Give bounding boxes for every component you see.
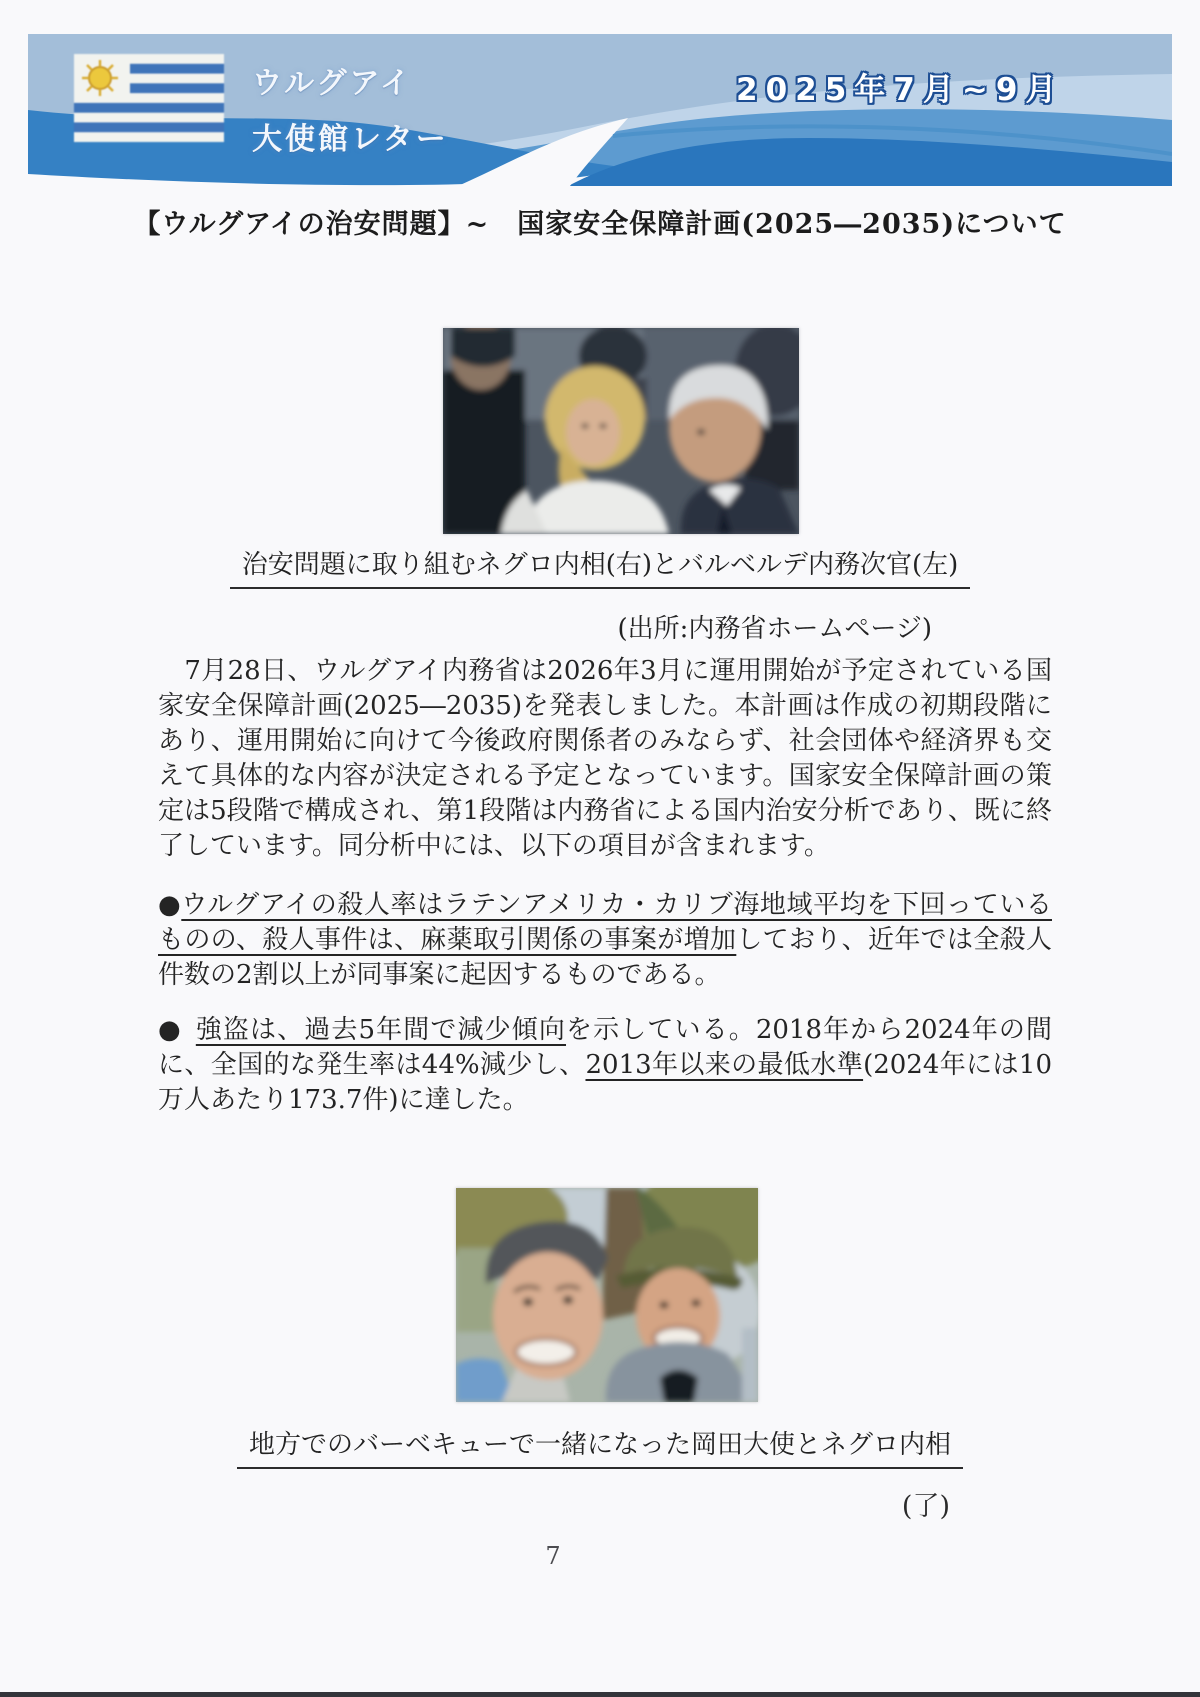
bullet2-underlined-text-2: 2013年以来の最低水準 <box>585 1050 864 1080</box>
bullet2-underlined-text-1: 強盗は、過去5年間で減少傾向 <box>195 1015 567 1045</box>
newsletter-title-line2: 大使館レター <box>252 122 449 157</box>
header-banner <box>28 34 1172 192</box>
sun-of-may-icon <box>82 60 118 96</box>
lead-paragraph: 7月28日、ウルグアイ内務省は2026年3月に運用開始が予定されている国家安全保障計画(2025―2035)を発表しました。本計画は作成の初期段階にあり、運用開始に向けて今後政府関係者のみならず、社会団体や経済界も交えて具体的な内容が決定される予定となっています。国家安全保障計画の策定は5段階で構成され、第1段階は内務省による国内治安分析であり、既に終了しています。同分析中には、以下の項目が含まれます。 <box>158 656 1052 861</box>
bullet2-middle-text: を示している。2018年から2024年の間に、全国的な発生率は44%減少し、 <box>158 1015 1053 1080</box>
bullet1-rest-text: しており、近年では全殺人件数の2割以上が同事案に起因するものである。 <box>158 925 1052 990</box>
bullet-marker: ● <box>158 890 182 920</box>
photo1-caption-text: 治安問題に取り組むネグロ内相(右)とバルベルデ内務次官(左) <box>230 544 971 589</box>
newsletter-period: 2025年7月~9月 <box>736 72 1065 108</box>
photo-ambassador-and-minister-barbecue <box>456 1188 758 1402</box>
bullet-item-robbery <box>158 1013 1052 1118</box>
article-heading: 【ウルグアイの治安問題】~ 国家安全保障計画(2025―2035)について <box>133 209 1067 240</box>
page-number: 7 <box>545 1542 561 1570</box>
uruguay-flag-icon <box>74 54 224 142</box>
article-end-mark: (了) <box>901 1491 950 1522</box>
bullet-item-homicide <box>158 888 1052 993</box>
photo1-caption <box>0 544 1200 589</box>
photo2-caption <box>0 1424 1200 1469</box>
bullet2-end-text: (2024年には10万人あたり173.7件)に達した。 <box>158 1050 1052 1115</box>
newsletter-title-line1: ウルグアイ <box>252 66 413 101</box>
bullet1-underlined-text: ウルグアイの殺人率はラテンアメリカ・カリブ海地域平均を下回っているものの、殺人事件は、麻薬取引関係の事案が増加 <box>158 890 1052 955</box>
bullet-marker: ● <box>158 1015 182 1045</box>
photo-interior-minister-and-vice-minister <box>443 328 799 534</box>
source-note: (出所:内務省ホームページ) <box>617 614 932 644</box>
scan-edge-artifact <box>0 1692 1200 1697</box>
photo2-caption-text: 地方でのバーベキューで一緒になった岡田大使とネグロ内相 <box>237 1424 963 1469</box>
